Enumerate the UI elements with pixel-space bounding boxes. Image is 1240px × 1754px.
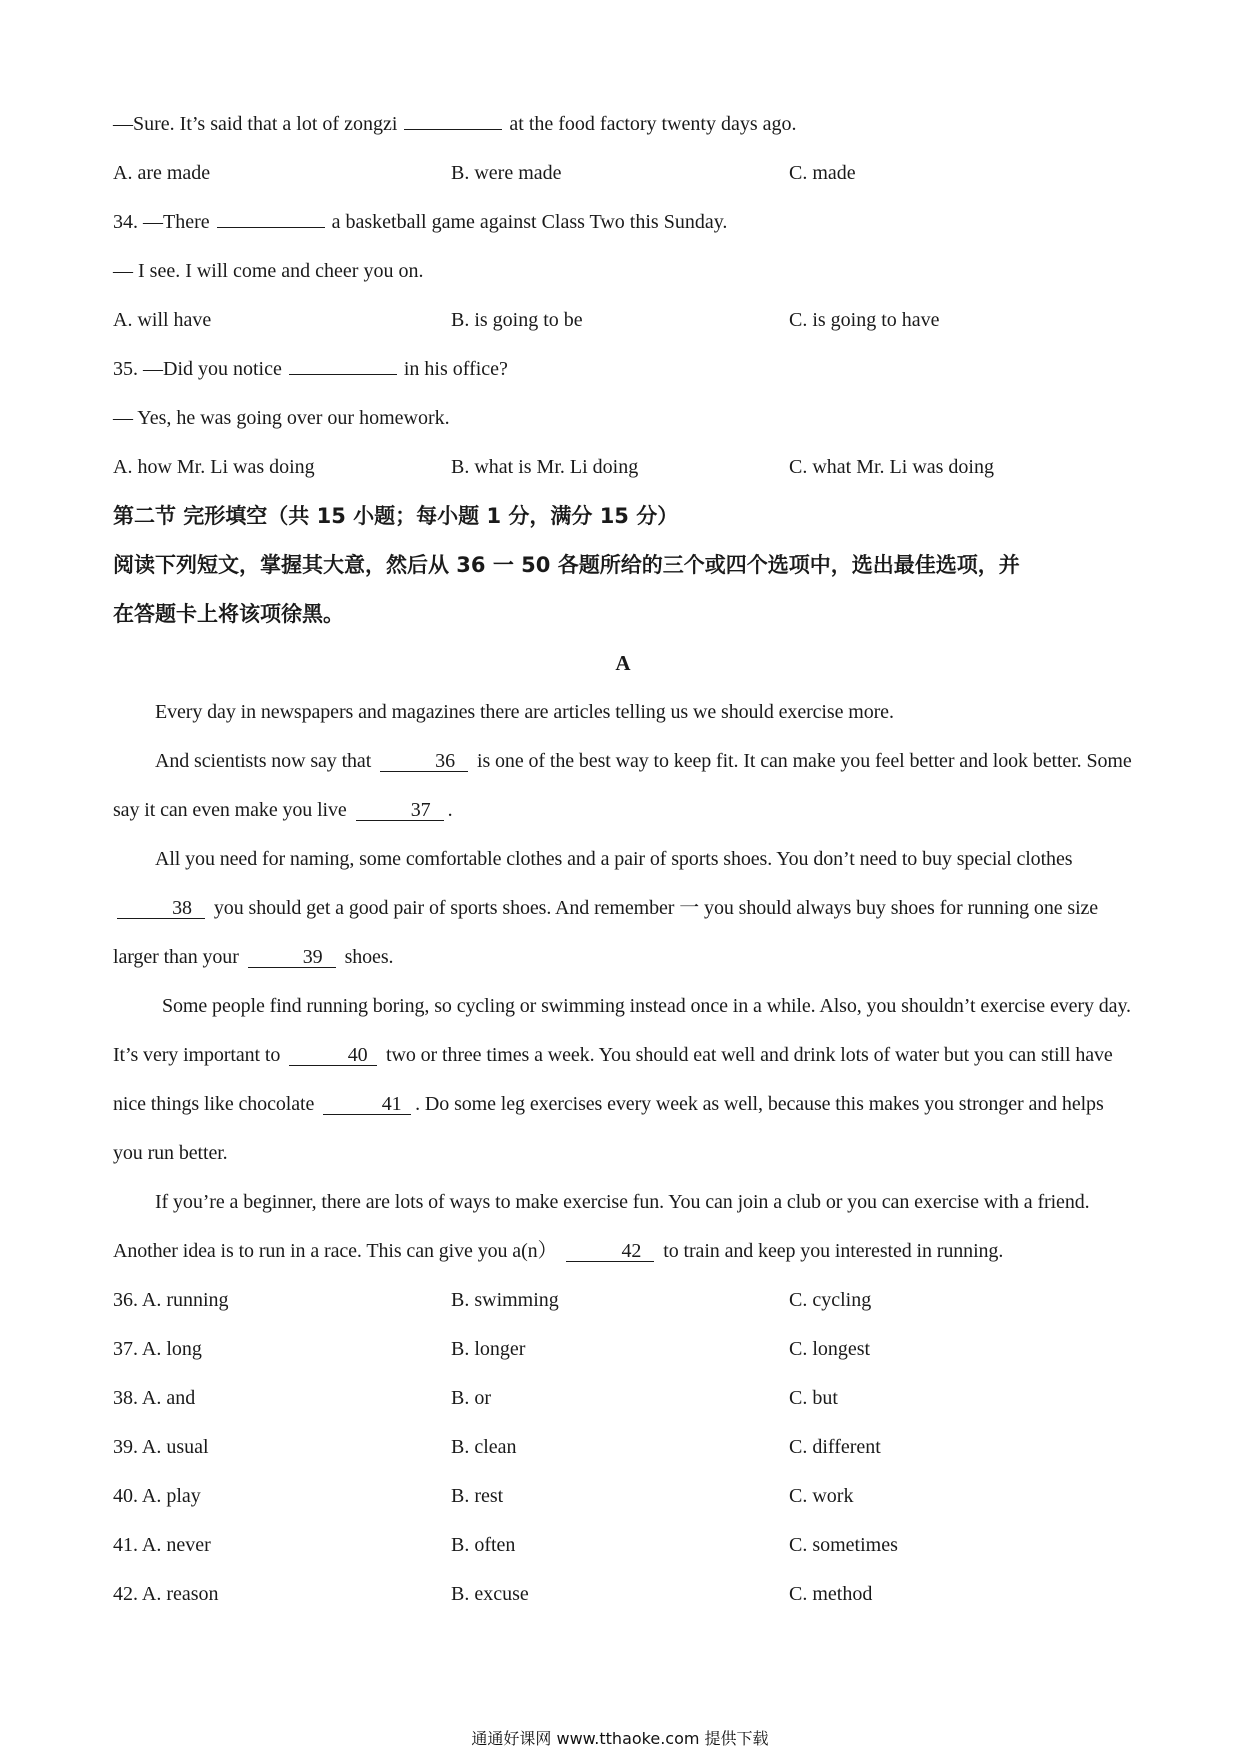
section-heading: 第二节 完形填空（共 15 小题；每小题 1 分，满分 15 分） [113, 504, 679, 528]
answer-blank [404, 109, 502, 130]
q33-options [113, 149, 1133, 198]
text-span: every day. It’s very important to [113, 995, 1131, 1066]
options-row-42 [113, 1570, 1133, 1619]
option-b: B. excuse [451, 1583, 529, 1605]
text-span: clothes [1016, 848, 1073, 870]
q33-text-a: —Sure. It’s said that a lot of zongzi [113, 113, 398, 135]
answer-blank [289, 354, 397, 375]
option-a: 41. A. never [113, 1534, 211, 1556]
text-span: is one of the best way to keep fit. It can make you feel better and look [476, 750, 1028, 772]
passage-paragraph-2 [113, 737, 1133, 835]
option-a: 38. A. and [113, 1387, 196, 1409]
options-list [113, 1276, 1133, 1619]
option-c: C. method [789, 1583, 873, 1605]
text-span: If you’re a beginner, there are lots of ways to make exercise fun. You can join a club or you can exercise with a [155, 1191, 1033, 1213]
blank-37: 37 [356, 800, 444, 821]
text-span: friend. Another idea is to run in a race. This can give you a(n） [113, 1191, 1090, 1262]
options-row-39 [113, 1423, 1133, 1472]
q34-response-line: — I see. I will come and cheer you on. [113, 260, 424, 282]
q35-options [113, 443, 1133, 492]
option-a: A. how Mr. Li was doing [113, 456, 315, 478]
text-span: you can still have nice things like chocolate [113, 1044, 1113, 1115]
q35-response-line: — Yes, he was going over our homework. [113, 407, 450, 429]
q33-answer-line [113, 100, 1133, 149]
passage-title: A [615, 651, 631, 675]
option-a: 36. A. running [113, 1289, 229, 1311]
options-row-40 [113, 1472, 1133, 1521]
option-b: B. what is Mr. Li doing [451, 456, 639, 478]
q34-options [113, 296, 1133, 345]
option-c: C. made [789, 162, 856, 184]
passage-paragraph-4 [113, 982, 1133, 1178]
option-c: C. work [789, 1485, 854, 1507]
text-span: shoes. [344, 946, 394, 968]
option-c: C. but [789, 1387, 838, 1409]
text-span: to train and keep you interested in running. [663, 1240, 1004, 1262]
answer-blank [217, 207, 325, 228]
passage-paragraph-5 [113, 1178, 1133, 1276]
passage-paragraph-3 [113, 835, 1133, 982]
text-span: you should get a good pair of sports shoes. And remember 一 you should always buy shoes for [213, 897, 963, 919]
option-c: C. is going to have [789, 309, 940, 331]
blank-40: 40 [289, 1045, 377, 1066]
option-b: B. rest [451, 1485, 504, 1507]
text-span: . Do some leg exercises every week as well, because this makes [415, 1093, 920, 1115]
blank-42: 42 [566, 1241, 654, 1262]
page-footer: 通通好课网 www.tthaoke.com 提供下载 [471, 1729, 769, 1748]
text-span: And scientists now say that [155, 750, 372, 772]
q34-question-line [113, 198, 1133, 247]
text-span: running one size larger than your [113, 897, 1099, 968]
options-row-38 [113, 1374, 1133, 1423]
option-b: B. or [451, 1387, 491, 1409]
blank-38: 38 [117, 898, 205, 919]
option-c: C. cycling [789, 1289, 872, 1311]
options-row-41 [113, 1521, 1133, 1570]
blank-39: 39 [248, 947, 336, 968]
q34-text-b: a basketball game against Class Two this Sunday. [331, 211, 728, 233]
option-b: B. is going to be [451, 309, 583, 331]
option-b: B. often [451, 1534, 516, 1556]
text-span: Some people find running boring, so cycling or swimming instead once in a while. Also, you shouldn’t exercise [162, 995, 1046, 1017]
option-c: C. sometimes [789, 1534, 898, 1556]
text-span: . [447, 799, 453, 821]
option-b: B. longer [451, 1338, 526, 1360]
options-row-36 [113, 1276, 1133, 1325]
blank-36: 36 [380, 751, 468, 772]
passage-paragraph-1: Every day in newspapers and magazines there are articles telling us we should exercise more. [155, 701, 894, 723]
exam-page [113, 100, 1133, 1619]
option-c: C. what Mr. Li was doing [789, 456, 994, 478]
option-a: 37. A. long [113, 1338, 202, 1360]
option-a: 40. A. play [113, 1485, 201, 1507]
option-c: C. different [789, 1436, 881, 1458]
q35-question-line [113, 345, 1133, 394]
q33-text-b: at the food factory twenty days ago. [509, 113, 797, 135]
section-instruction-2: 在答题卡上将该项徐黑。 [113, 602, 344, 626]
q35-text-b: in his office? [403, 358, 508, 380]
text-span: better. Some say it can even make you live [113, 750, 1132, 821]
text-span: you stronger and helps you run better. [113, 1093, 1104, 1164]
option-b: B. were made [451, 162, 562, 184]
option-b: B. clean [451, 1436, 517, 1458]
blank-41: 41 [323, 1094, 411, 1115]
option-a: A. are made [113, 162, 211, 184]
option-b: B. swimming [451, 1289, 559, 1311]
q34-text-a: 34. —There [113, 211, 210, 233]
option-a: 39. A. usual [113, 1436, 209, 1458]
text-span: two or three times a week. You should eat well and drink lots of water but [386, 1044, 970, 1066]
text-span: All you need for naming, some comfortable clothes and a pair of sports shoes. You don’t need to buy special [155, 848, 1012, 870]
option-c: C. longest [789, 1338, 871, 1360]
option-a: A. will have [113, 309, 212, 331]
options-row-37 [113, 1325, 1133, 1374]
option-a: 42. A. reason [113, 1583, 219, 1605]
q35-text-a: 35. —Did you notice [113, 358, 282, 380]
section-instruction-1: 阅读下列短文，掌握其大意，然后从 36 一 50 各题所给的三个或四个选项中，选出最佳选项，并 [113, 553, 1020, 577]
